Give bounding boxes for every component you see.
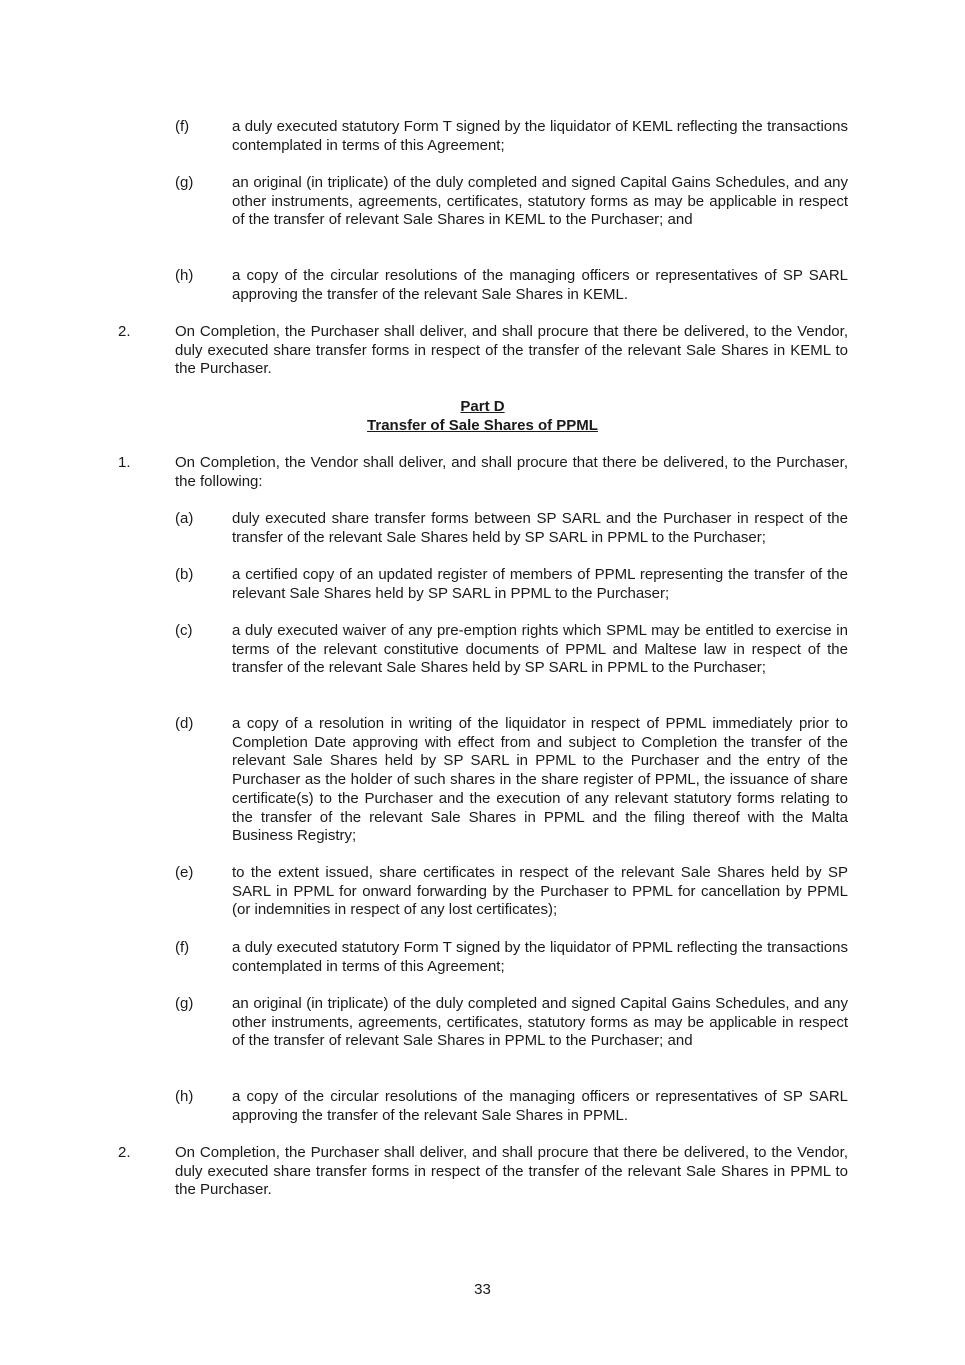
item-label: (a): [175, 510, 194, 527]
item-label: (h): [175, 1088, 194, 1105]
item-text: duly executed share transfer forms between SP SARL and the Purchaser in respect of the transfer of the relevant Sale Shares held by SP SARL in PPML to the Purchaser;: [232, 510, 848, 546]
item-text: a copy of the circular resolutions of the managing officers or representatives of SP SARL approving the transfer of the relevant Sale Shares in PPML.: [232, 1088, 848, 1124]
part-d-item-g: [175, 995, 848, 1051]
part-d-item-d: [175, 715, 848, 846]
item-label: (d): [175, 715, 194, 732]
part-d-item-c: [175, 622, 848, 678]
item-label: (f): [175, 118, 190, 135]
part-d-item-a: [175, 510, 848, 547]
item-text: a duly executed statutory Form T signed by the liquidator of PPML reflecting the transactions contemplated in terms of this Agreement;: [232, 939, 848, 975]
item-text: an original (in triplicate) of the duly completed and signed Capital Gains Schedules, and any other instruments, agreements, certificates, statutory forms as may be applicable in respect of the transfer of relevant Sale Shares in KEML to the Purchaser; and: [232, 174, 848, 229]
clause-text: On Completion, the Vendor shall deliver, and shall procure that there be delivered, to the Purchaser, the following:: [175, 454, 848, 490]
part-d-clause-2: [118, 1144, 848, 1200]
item-text: to the extent issued, share certificates in respect of the relevant Sale Shares held by SP SARL in PPML for onward forwarding by the Purchaser to PPML for cancellation by PPML (or indemnities in respect of any lost certificates);: [232, 864, 848, 919]
item-label: (c): [175, 622, 193, 639]
page-number: 33: [474, 1281, 491, 1298]
item-text: a copy of the circular resolutions of the managing officers or representatives of SP SARL approving the transfer of the relevant Sale Shares in KEML.: [232, 267, 848, 303]
clause-text: On Completion, the Purchaser shall deliver, and shall procure that there be delivered, to the Vendor, duly executed share transfer forms in respect of the transfer of the relevant Sale Shares in PPML to the Purchaser.: [175, 1144, 848, 1199]
item-text: a duly executed statutory Form T signed by the liquidator of KEML reflecting the transactions contemplated in terms of this Agreement;: [232, 118, 848, 154]
part-c-clause-2: [118, 323, 848, 379]
part-d-clause-1: [118, 454, 848, 491]
item-text: an original (in triplicate) of the duly completed and signed Capital Gains Schedules, and any other instruments, agreements, certificates, statutory forms as may be applicable in respect of the transfer of relevant Sale Shares in PPML to the Purchaser; and: [232, 995, 848, 1050]
item-label: (g): [175, 174, 194, 191]
clause-number: 2.: [118, 323, 131, 340]
part-c-item-g: [175, 174, 848, 230]
part-d-item-f: [175, 939, 848, 976]
part-d-item-h: [175, 1088, 848, 1125]
item-label: (b): [175, 566, 194, 583]
item-text: a duly executed waiver of any pre-emption rights which SPML may be entitled to exercise in terms of the relevant constitutive documents of PPML and Maltese law in respect of the transfer of the relevant Sale Shares held by SP SARL in PPML to the Purchaser;: [232, 622, 848, 677]
part-c-item-f: [175, 118, 848, 155]
item-label: (f): [175, 939, 190, 956]
part-c-item-h: [175, 267, 848, 304]
part-d-title: Part D: [460, 398, 505, 415]
item-text: a copy of a resolution in writing of the liquidator in respect of PPML immediately prior to Completion Date approving with effect from and subject to Completion the transfer of the relevant Sale Shares held by SP SARL in PPML to the Purchaser and the entry of the Purchaser as the holder of such shares in the share register of PPML, the issuance of share certificate(s) to the Purchaser and the execution of any relevant statutory forms relating to the transfer of the relevant Sale Shares in PPML and the filing thereof with the Malta Business Registry;: [232, 715, 848, 845]
clause-number: 2.: [118, 1144, 131, 1161]
item-label: (e): [175, 864, 194, 881]
item-label: (h): [175, 267, 194, 284]
clause-number: 1.: [118, 454, 131, 471]
item-label: (g): [175, 995, 194, 1012]
part-d-item-b: [175, 566, 848, 603]
part-d-item-e: [175, 864, 848, 920]
part-d-subtitle: Transfer of Sale Shares of PPML: [367, 417, 598, 434]
clause-text: On Completion, the Purchaser shall deliver, and shall procure that there be delivered, to the Vendor, duly executed share transfer forms in respect of the transfer of the relevant Sale Shares in KEML to the Purchaser.: [175, 323, 848, 378]
item-text: a certified copy of an updated register of members of PPML representing the transfer of the relevant Sale Shares held by SP SARL in PPML to the Purchaser;: [232, 566, 848, 602]
